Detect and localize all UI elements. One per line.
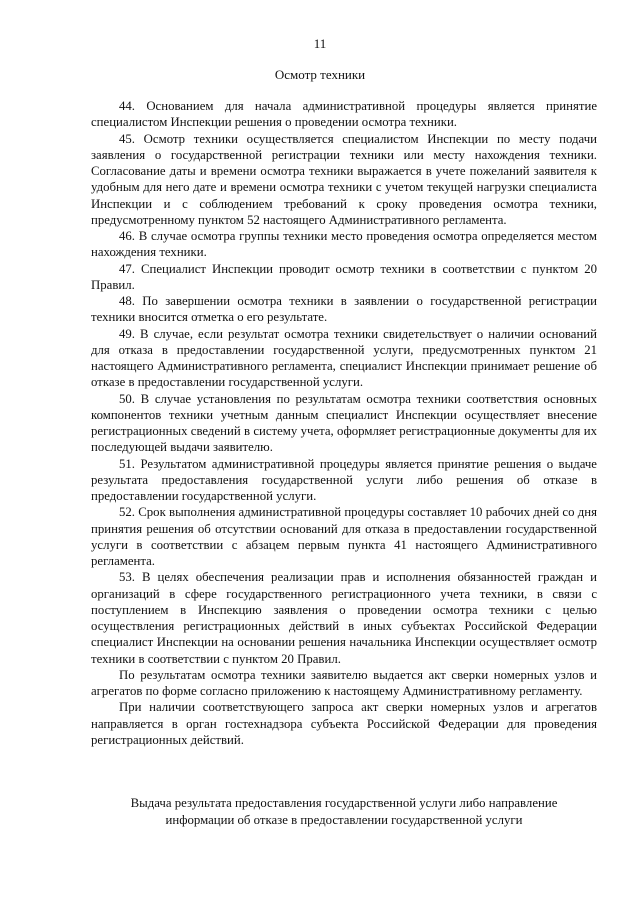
next-section-heading [91, 795, 597, 828]
paragraph-53: 53. В целях обеспечения реализации прав и исполнения обязанностей граждан и организаций в сфере государственного регистрационного учета техники, в связи с поступлением в Инспекцию заявления о проведении осмотра техники с целью осуществления регистрационных действий в иных субъектах Российской Федерации специалист Инспекции на основании решения начальника Инспекции осуществляет осмотр техники в соответствии с пунктом 20 Правил. [91, 570, 597, 666]
body-text [91, 98, 597, 748]
paragraph-inspection-act: По результатам осмотра техники заявителю выдается акт сверки номерных узлов и агрегатов по форме согласно приложению к настоящему Административному регламенту. [91, 667, 597, 698]
next-section-heading-line2: информации об отказе в предоставлении государственной услуги [165, 812, 523, 827]
paragraph-45: 45. Осмотр техники осуществляется специалистом Инспекции по месту подачи заявления о государственной регистрации техники или месту нахождения техники. Согласование даты и времени осмотра техники выражается в учете пожеланий заявителя к удобным для него дате и времени осмотра техники с учетом текущей нагрузки специалиста Инспекции и с соблюдением требований к сроку проведения осмотра техники, предусмотренному пунктом 52 настоящего Административного регламента. [91, 131, 597, 227]
paragraph-47: 47. Специалист Инспекции проводит осмотр техники в соответствии с пунктом 20 Правил. [91, 261, 597, 292]
section-title: Осмотр техники [274, 67, 366, 82]
paragraph-49: 49. В случае, если результат осмотра техники свидетельствует о наличии оснований для отказа в предоставлении государственной услуги, предусмотренных пунктом 21 настоящего Административного регламента, специалист Инспекции принимает решение об отказе в предоставлении государственной услуги. [91, 326, 597, 390]
paragraph-51: 51. Результатом административной процедуры является принятие решения о выдаче результата предоставления государственной услуги либо решения об отказе в предоставлении государственной услуги. [91, 456, 597, 503]
next-section-heading-line1: Выдача результата предоставления государственной услуги либо направление [130, 796, 558, 810]
page-number: 11 [313, 36, 327, 51]
paragraph-48: 48. По завершении осмотра техники в заявлении о государственной регистрации техники вносится отметка о его результате. [91, 294, 597, 325]
paragraph-44: 44. Основанием для начала административной процедуры является принятие специалистом Инспекции решения о проведении осмотра техники. [91, 99, 597, 130]
paragraph-52: 52. Срок выполнения административной процедуры составляет 10 рабочих дней со дня принятия решения об отсутствии оснований для отказа в предоставлении государственной услуги в соответствии с абзацем первым пункта 41 настоящего Административного регламента. [91, 505, 597, 568]
paragraph-act-request: При наличии соответствующего запроса акт сверки номерных узлов и агрегатов направляется в орган гостехнадзора субъекта Российской Федерации для проведения регистрационных действий. [91, 700, 597, 747]
paragraph-50: 50. В случае установления по результатам осмотра техники соответствия основных компонентов техники учетным данным специалист Инспекции осуществляет внесение регистрационных сведений в систему учета, оформляет регистрационные документы для их последующей выдачи заявителю. [91, 391, 597, 455]
paragraph-46: 46. В случае осмотра группы техники место проведения осмотра определяется местом нахождения техники. [91, 229, 597, 260]
